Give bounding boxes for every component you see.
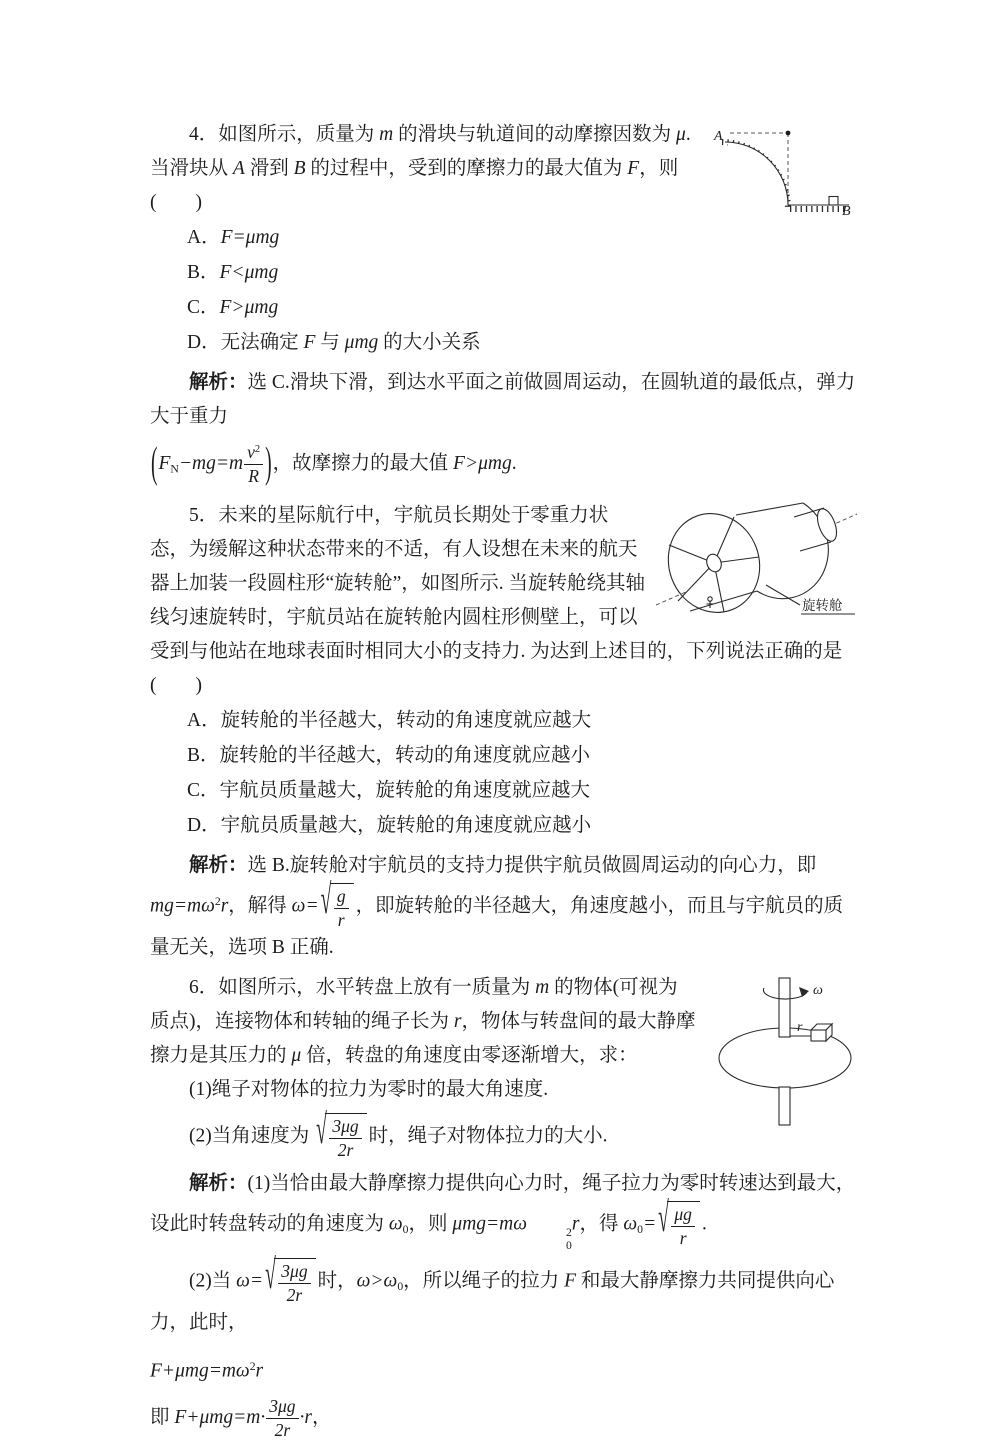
text-run: 选 C.滑块下滑，到达水平面之前做圆周运动，在圆轨道的最低点，弹力大于重力 (150, 372, 856, 427)
radicand (667, 1201, 700, 1249)
text-run: ，即旋转舱的半径越大，角速度越小，而且与宇航员的质量无关，选项 B 正确. (150, 895, 844, 959)
fraction-denominator: R (248, 466, 259, 487)
option-label: C． (187, 297, 220, 318)
radius-label: r (797, 1020, 803, 1036)
q4-number: 4． (189, 124, 219, 145)
math-run: μmg=mω (452, 1213, 528, 1235)
label-A: A (714, 129, 723, 144)
center-dot (786, 131, 791, 136)
question-5 (150, 499, 860, 965)
fraction-denominator: 2r (286, 1284, 303, 1305)
q6-equation-2 (150, 1396, 860, 1441)
curved-track (725, 142, 788, 205)
solution-label: 解析： (189, 855, 248, 877)
fraction (266, 1396, 298, 1441)
text-run: 选 B.旋转舱对宇航员的支持力提供宇航员做圆周运动的向心力，即 (247, 855, 817, 877)
axle-top (779, 978, 790, 1037)
math-var-r: r (220, 895, 229, 917)
math-run: ω>ω (356, 1270, 398, 1292)
text-run: 如图所示，水平转盘上放有一质量为 (218, 977, 536, 999)
text-run: ，得 (579, 1213, 624, 1235)
turntable-svg (710, 973, 860, 1129)
block-front-face (811, 1030, 826, 1041)
sqrt-3mug-over-2r (265, 1253, 316, 1306)
q6-solution-1 (150, 1167, 860, 1251)
math-var-r: r (571, 1213, 580, 1235)
text-run: . 当滑块从 (150, 124, 691, 179)
fraction-numerator: 3μg (329, 1116, 361, 1139)
rotating-cabin-svg (654, 501, 860, 629)
q5-solution (150, 849, 860, 965)
fraction-denominator: r (337, 910, 345, 931)
big-left-paren: ( (151, 439, 158, 488)
math-var-omega: ω (388, 1213, 403, 1235)
radical-sign: √ (320, 878, 332, 924)
axle-cyl-bottom (800, 542, 831, 551)
text-run: . (511, 453, 517, 475)
fraction (671, 1204, 695, 1249)
math-var-m: m (535, 977, 550, 999)
math-var-mu: μ (291, 1045, 302, 1067)
text-run: 和最大静摩擦力共同提供向心力，此时， (150, 1270, 835, 1333)
q4-option-a (150, 221, 860, 255)
math-var-F: F (303, 332, 316, 353)
axle-bottom (779, 1087, 790, 1125)
text-run: ，所以绳子的拉力 (403, 1270, 565, 1292)
subscript-0: 0 (566, 1238, 572, 1252)
solution-label: 解析： (189, 1173, 248, 1195)
text-run: 即 (150, 1407, 175, 1429)
text-run: 时，绳子对物体拉力的大小. (368, 1125, 608, 1147)
text-run: ，物体与转盘间的最大静摩擦力是其压力的 (150, 1011, 696, 1067)
option-label: D． (187, 332, 221, 353)
q5-option-a: A．旋转舱的半径越大，转动的角速度就应越大 (187, 710, 592, 732)
text-run: (2)当 (189, 1270, 237, 1292)
rotating-cabin-diagram (654, 501, 860, 629)
fraction-g-r (334, 886, 349, 931)
text-run: 未来的星际航行中，宇航员长期处于零重力状态，为缓解这种状态带来的不适，有人设想在未来的航天器上加装一段圆柱形“旋转舱”，如图所示. 当旋转舱绕其轴线匀速旋转时，宇航员站在旋转舱内圆柱形侧壁上，可以受到与他站在地球表面时相同大小的支持力. 为达到上述目的，下列说法正确的是( ) (150, 505, 843, 697)
q5-number: 5． (189, 505, 219, 527)
text-run: 与 (315, 332, 345, 353)
text-run: ，则( ) (150, 158, 679, 213)
text-run: ，解得 (228, 895, 292, 917)
big-right-paren: ) (265, 439, 272, 488)
math-var-m: m (379, 124, 394, 145)
radical-sign: √ (265, 1253, 276, 1299)
text-run: 滑到 (244, 158, 294, 179)
option-label: B． (187, 262, 220, 283)
math-run: −mg=m (178, 453, 244, 475)
math-var-F: F (627, 158, 640, 179)
text-run: 的过程中，受到的摩擦力的最大值为 (305, 158, 628, 179)
fraction-numerator (244, 442, 263, 465)
math-run: ·r (299, 1407, 313, 1429)
omega-label: ω (813, 983, 823, 999)
radical-sign: √ (658, 1196, 669, 1243)
cabin-label: 旋转舱 (802, 598, 843, 614)
label-leader-line (766, 585, 800, 605)
sqrt-mug-over-r (658, 1196, 700, 1249)
math-run: ω= (236, 1270, 264, 1292)
option-formula: F=μmg (220, 227, 280, 248)
fraction (329, 1116, 361, 1161)
superscript-2: 2 (566, 1226, 572, 1240)
math-run: F+μmg=m· (174, 1407, 266, 1429)
math-run: F+μmg=mω (150, 1360, 250, 1382)
fraction-numerator: 3μg (278, 1261, 310, 1284)
fraction-numerator: g (334, 886, 349, 909)
fraction-numerator: 3μg (266, 1396, 298, 1419)
text-run: 的物体(可视为质点)，连接物体和转轴的绳子长为 (150, 977, 678, 1033)
fraction-denominator: r (679, 1228, 687, 1249)
math-var-r: r (453, 1011, 462, 1033)
text-run: 的滑块与轨道间的动摩擦因数为 (393, 124, 677, 145)
text-run: (1)当恰由最大静摩擦力提供向心力时，绳子拉力为零时转速达到最大，设此时转盘转动的角速度为 (150, 1173, 856, 1235)
fraction-denominator: 2r (337, 1140, 354, 1161)
q4-solution-formula (150, 439, 860, 488)
math-var-A: A (232, 158, 245, 179)
math-var-mumg: μmg (344, 332, 379, 353)
math-var-mu: μ (676, 124, 686, 145)
q5-option-b: B．旋转舱的半径越大，转动的角速度就应越小 (187, 745, 591, 767)
fraction-numerator: μg (671, 1204, 695, 1227)
fraction (278, 1261, 310, 1306)
block-at-B (829, 197, 838, 206)
text-run: ， (312, 1407, 332, 1429)
math-var-F: F (158, 453, 171, 475)
q5-option-d: D．宇航员质量越大，旋转舱的角速度就应越小 (187, 815, 592, 837)
label-B: B (842, 204, 851, 219)
radicand (325, 1113, 366, 1161)
equals: = (643, 1213, 657, 1235)
q4-solution-intro (150, 366, 860, 434)
fraction-denominator: 2r (274, 1420, 291, 1441)
text-run: 的大小关系 (378, 332, 481, 353)
slide-track-diagram (708, 120, 860, 220)
subscript-0: 0 (397, 1279, 404, 1293)
q4-option-d (150, 326, 860, 360)
subscript-0: 0 (637, 1223, 643, 1237)
math-var-r: r (255, 1360, 264, 1382)
turntable-diagram (710, 973, 860, 1129)
q4-option-c (150, 291, 860, 325)
radicand (330, 883, 354, 931)
slide-track-svg (708, 120, 860, 220)
fraction-v2-R (244, 442, 263, 487)
q5-option-c: C．宇航员质量越大，旋转舱的角速度就应越大 (187, 780, 591, 802)
q6-solution-2 (150, 1253, 860, 1340)
math-run: F>μmg (453, 453, 512, 475)
math-run: ω= (291, 895, 319, 917)
text-run: 如图所示，质量为 (218, 124, 380, 145)
q4-option-b (150, 256, 860, 290)
text-run: ，故摩擦力的最大值 (272, 453, 454, 475)
math-var-B: B (293, 158, 306, 179)
text-run: ，则 (408, 1213, 453, 1235)
superscript-2: 2 (249, 1359, 256, 1373)
math-var-v: v (247, 442, 255, 462)
radicand (274, 1258, 315, 1306)
superscript-2: 2 (254, 444, 261, 456)
superscript-2: 2 (214, 895, 221, 909)
axle-cyl-end (814, 506, 841, 543)
text-run: 无法确定 (220, 332, 304, 353)
sqrt-g-over-r (320, 878, 354, 931)
subscript-0: 0 (402, 1223, 409, 1237)
math-run: mg=mω (150, 895, 215, 917)
sqrt-3mug-over-2r (316, 1108, 367, 1161)
q6-number: 6． (189, 977, 219, 999)
question-4 (150, 118, 860, 487)
text-run: (2)当角速度为 (189, 1125, 315, 1147)
q6-equation-1 (150, 1350, 860, 1388)
option-formula: F>μmg (219, 297, 279, 318)
math-var-omega: ω (623, 1213, 638, 1235)
q6-part-1: (1)绳子对物体的拉力为零时的最大角速度. (189, 1079, 549, 1101)
solution-label: 解析： (189, 372, 248, 393)
option-formula: F<μmg (219, 262, 279, 283)
radical-sign: √ (316, 1108, 327, 1155)
math-var-F: F (564, 1270, 576, 1292)
sup-sub-stack (527, 1227, 572, 1251)
text-run: . (701, 1213, 707, 1235)
subscript-N: N (170, 462, 179, 476)
text-run: 时， (317, 1270, 357, 1292)
question-6 (150, 971, 860, 1441)
option-label: A． (187, 227, 221, 248)
text-run: 倍，转盘的角速度由零逐渐增大，求： (301, 1045, 638, 1067)
drum-top-edge (736, 503, 803, 515)
